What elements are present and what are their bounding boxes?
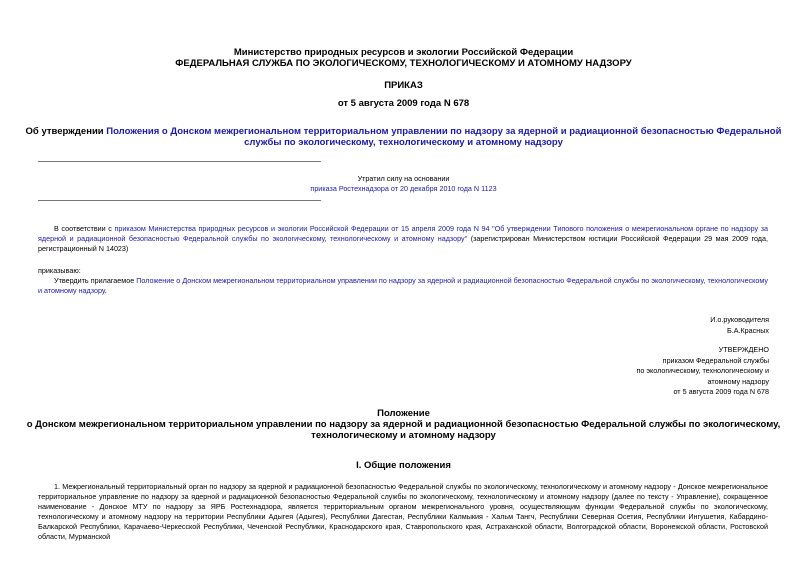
signature-name: Б.А.Красных [726, 326, 769, 335]
ministry-name: Министерство природных ресурсов и экологии Российской Федерации [233, 47, 574, 58]
regulation-link[interactable]: Положение о Донском межрегиональном территориальном управлении по надзору за ядерной и радиационной безопасностью Федеральной службы по экологическому, технологическому и атомному надзору [38, 276, 769, 295]
approve-text-a: Утвердить прилагаемое [54, 276, 137, 285]
approval-line-2: приказом Федеральной службы [662, 356, 769, 365]
approval-line-5: от 5 августа 2009 года N 678 [673, 387, 769, 396]
signature-role: И.о.руководителя [710, 315, 769, 324]
document-subject [0, 126, 807, 137]
divider-bottom [38, 200, 321, 201]
preamble-text-a: В соответствии с [54, 224, 115, 233]
divider-top [38, 161, 321, 162]
approve-paragraph [38, 276, 768, 296]
document-type: ПРИКАЗ [384, 80, 423, 91]
regulation-subtitle-continued: технологическому и атомному надзору [311, 430, 496, 441]
preamble-text-b: (зарегистрирован Министерством юстиции Российской Федерации 29 мая 2009 года, регистрационный N 14023) [38, 234, 769, 253]
approve-text-b: . [104, 286, 107, 295]
approval-line-4: атомному надзору [707, 377, 769, 386]
orders-line: приказываю: [38, 266, 81, 275]
status-note: Утратил силу на основании [357, 174, 450, 183]
subject-link-continued[interactable]: службы по экологическому, технологическому и атомному надзору [244, 137, 563, 148]
regulation-title: Положение [377, 408, 430, 419]
approval-title: УТВЕРЖДЕНО [718, 345, 769, 354]
regulation-item-1: 1. Межрегиональный территориальный орган по надзору за ядерной и радиационной безопасностью Федеральной службы по экологическому, технологическому и атомному надзору - Донское межрегиональное территориальное управление по надзору за ядерной и радиационной безопасностью Федеральной службы по экологическому, технологическому и атомному надзору (далее по тексту - Управление), сокращенное наименование - Донское МТУ по надзору за ЯРБ Ростехнадзора, является территориальным органом межрегионального уровня, осуществляющим функции Федеральной службы по экологическому, технологическому и атомному надзору на территории Республики Адыгея (Адыгея), Республики Дагестан, Республики Калмыкия - Хальм Тангч, Республики Северная Осетия, Республики Ингушетия, Кабардино-Балкарской Республики, Карачаево-Черкесской Республики, Чеченской Республики, Краснодарского края, Ставропольского края, Астраханской области, Волгоградской области, Воронежской области, Ростовской области, Мурманской [38, 482, 768, 541]
document-date: от 5 августа 2009 года N 678 [337, 98, 470, 109]
service-name: ФЕДЕРАЛЬНАЯ СЛУЖБА ПО ЭКОЛОГИЧЕСКОМУ, ТЕХНОЛОГИЧЕСКОМУ И АТОМНОМУ НАДЗОРУ [175, 58, 632, 69]
regulation-subtitle: о Донском межрегиональном территориальном управлении по надзору за ядерной и радиационной безопасностью Федеральной службы по экологическому, [26, 419, 781, 430]
subject-prefix: Об утверждении [25, 126, 107, 137]
ministry-order-link[interactable]: приказом Министерства природных ресурсов и экологии Российской Федерации от 15 апреля 2009 года N 94 "Об утверждении Типового положения о межрегиональном органе по надзору за ядерной и радиационной безопасностью Федеральной службы по экологическому, технологическому и атомному надзору" [38, 224, 769, 243]
section-heading: I. Общие положения [356, 460, 451, 471]
preamble-paragraph [38, 224, 768, 254]
subject-link[interactable]: Положения о Донском межрегиональном территориальном управлении по надзору за ядерной и радиационной безопасностью Федеральной [106, 126, 782, 137]
approval-line-3: по экологическому, технологическому и [636, 366, 769, 375]
status-repeal-link[interactable]: приказа Ростехнадзора от 20 декабря 2010 года N 1123 [310, 184, 497, 193]
